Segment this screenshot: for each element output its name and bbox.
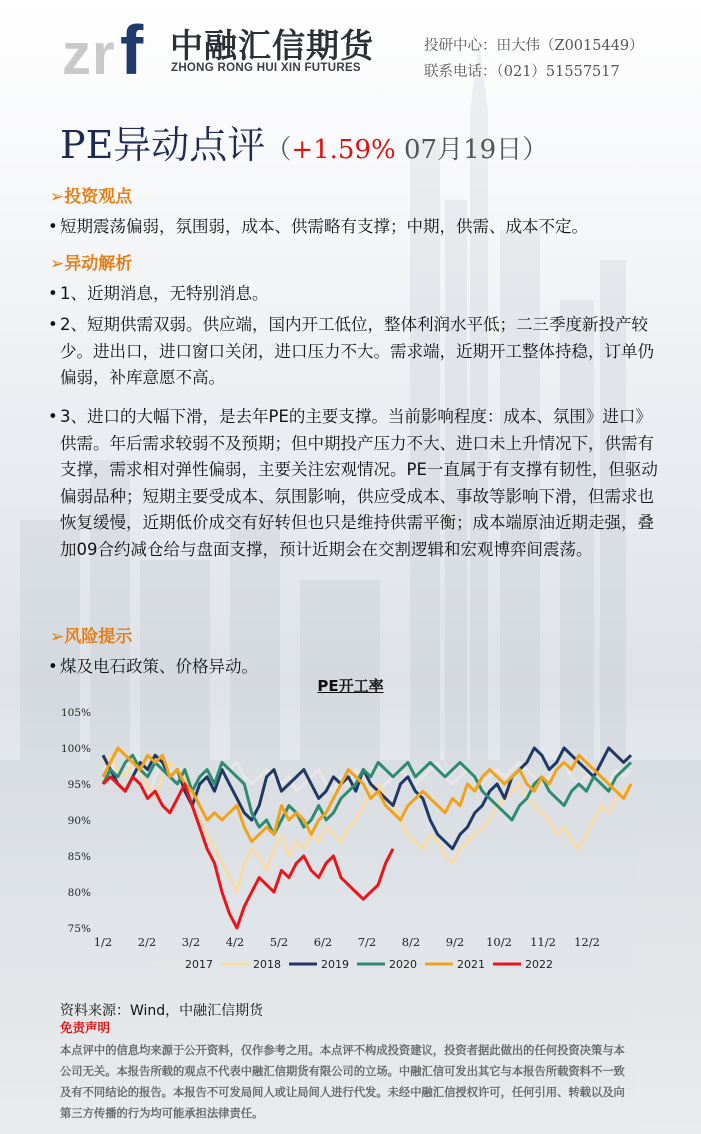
legend-label: 2019 [321, 958, 349, 971]
title-open-paren: （ [265, 135, 292, 165]
bullet-text: 3、进口的大幅下滑，是去年PE的主要支撑。当前影响程度：成本、氛围》进口》供需。年后需求较弱不及预期；但中期投产压力不大、进口未上升情况下，供需有支撑，需求相对弹性偏弱，主要关注宏观情况。PE一直属于有支撑有韧性，但驱动偏弱品种；短期主要受成本、氛围影响，供应受成本、事故等影响下滑，但需求也恢复缓慢，近期低价成交有好转但也只是维持供需平衡；成本端原油近期走强，叠加09合约减仓给与盘面支撑，预计近期会在交割逻辑和宏观博弈间震荡。 [60, 407, 658, 559]
analysis-bullet-1 [48, 281, 668, 308]
legend-label: 2021 [457, 958, 485, 971]
title-main: PE异动点评 [60, 123, 266, 167]
x-tick-label: 6/2 [313, 935, 333, 949]
section-analysis-heading: ➢异动解析 [50, 254, 133, 274]
legend-label: 2020 [389, 958, 417, 971]
legend-label: 2022 [525, 958, 553, 971]
y-tick-label: 105% [60, 707, 91, 719]
x-tick-label: 5/2 [269, 935, 289, 949]
legend-label: 2018 [253, 958, 281, 971]
section-risk-heading: ➢风险提示 [50, 627, 133, 647]
disclaimer-title: 免责声明 [60, 1020, 111, 1035]
view-bullet-1 [48, 214, 668, 241]
disclaimer-text: 本点评中的信息均来源于公开资料，仅作参考之用。本点评不构成投资建议，投资者据此做出的任何投资决策与本公司无关。本报告所载的观点不代表中融汇信期货有限公司的立场。中融汇信可发出其它与本报告所载资料不一致及有不同结论的报告。本报告不可发局间人或让局间人进行代发。未经中融汇信授权许可，任何引用、转载以及向第三方传播的行为均可能承担法律责任。 [60, 1044, 625, 1120]
y-tick-label: 75% [67, 923, 91, 935]
svg-text:f: f [120, 12, 144, 82]
data-source: 资料来源：Wind，中融汇信期货 [60, 1003, 264, 1019]
bullet-dot: • [48, 217, 58, 236]
analysis-bullet-2 [48, 312, 668, 392]
company-name-cn: 中融汇信期货 [170, 26, 374, 65]
x-tick-label: 7/2 [357, 935, 377, 949]
title-close-paren: ） [522, 135, 549, 165]
svg-text:z: z [62, 22, 91, 82]
legend-label: 2017 [185, 958, 213, 971]
title-date: 07月19日 [395, 135, 523, 165]
analysis-bullet-3 [48, 404, 668, 563]
y-tick-label: 100% [60, 743, 91, 755]
title-change: +1.59% [291, 135, 396, 165]
x-tick-label: 8/2 [401, 935, 421, 949]
chart-title: PE开工率 [317, 677, 384, 695]
bullet-dot: • [48, 284, 58, 303]
x-tick-label: 2/2 [137, 935, 157, 949]
contact-phone: 联系电话：（021）51557517 [424, 64, 620, 80]
company-logo-icon [62, 12, 162, 82]
bullet-text: 1、近期消息，无特别消息。 [60, 284, 269, 303]
bullet-text: 短期震荡偏弱，氛围弱，成本、供需略有支撑；中期，供需、成本不定。 [60, 217, 588, 236]
report-title [60, 114, 548, 169]
bullet-text: 煤及电石政策、价格异动。 [60, 657, 258, 676]
bullet-dot: • [48, 657, 58, 676]
bullet-dot: • [48, 407, 58, 426]
y-tick-label: 95% [67, 779, 91, 791]
bullet-dot: • [48, 315, 58, 334]
bullet-text: 2、短期供需双弱。供应端，国内开工低位，整体利润水平低；二三季度新投产较少。进出口，进口窗口关闭，进口压力不大。需求端，近期开工整体持稳，订单仍偏弱，补库意愿不高。 [60, 315, 654, 387]
section-view-heading: ➢投资观点 [50, 187, 133, 207]
x-tick-label: 1/2 [93, 935, 113, 949]
x-tick-label: 11/2 [530, 935, 556, 949]
x-tick-label: 9/2 [445, 935, 465, 949]
x-tick-label: 4/2 [225, 935, 245, 949]
x-tick-label: 10/2 [486, 935, 512, 949]
report-header [0, 0, 701, 105]
x-tick-label: 12/2 [574, 935, 600, 949]
y-tick-label: 85% [67, 851, 91, 863]
company-name-en: ZHONG RONG HUI XIN FUTURES [171, 62, 361, 74]
svg-text:r: r [92, 22, 115, 82]
y-tick-label: 80% [67, 887, 91, 899]
x-tick-label: 3/2 [181, 935, 201, 949]
analyst-info: 投研中心：田大伟（Z0015449） [424, 38, 644, 54]
pe-operating-rate-chart [55, 700, 645, 985]
y-tick-label: 90% [67, 815, 91, 827]
